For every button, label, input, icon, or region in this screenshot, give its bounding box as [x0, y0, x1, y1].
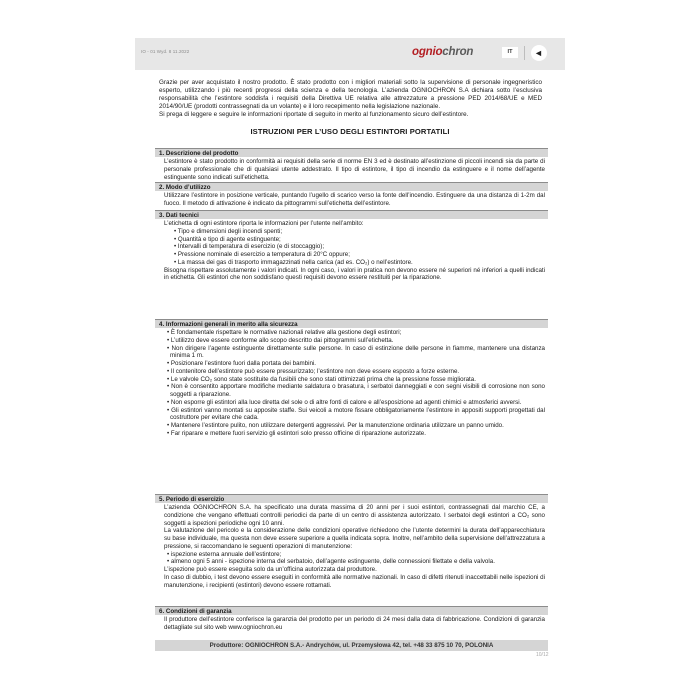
document-title: ISTRUZIONI PER L’USO DEGLI ESTINTORI PORTATILI [250, 127, 450, 136]
list-item: • È fondamentale rispettare le normative nazionali relative alla gestione degli estintori; [167, 329, 402, 336]
intro-text [159, 79, 542, 119]
section-heading: 3. Dati tecnici [155, 210, 548, 219]
section-body [164, 158, 545, 181]
list-item: • Non dirigere l’agente estinguente direttamente sulle persone. In caso di estinzione delle persone in fiamme, mantenere una distanza minima 1 m. [167, 344, 545, 360]
list-item: • Tipo e dimensioni degli incendi spenti; [174, 227, 283, 235]
section-paragraph: Utilizzare l’estintore in posizione verticale, puntando l’ugello di scarico verso la fonte dell’incendio. Estinguere da una distanza di 1-2m dal fuoco. Il metodo di attivazione è indicato da pittogrammi sull’etichetta dell’estintore. [164, 192, 545, 207]
section-heading: 2. Modo d’utilizzo [155, 182, 548, 191]
manufacturer-footer: Produttore: OGNIOCHRON S.A.- Andrychów, ul. Przemysłowa 42, tel. +48 33 875 10 70, POLONIA [155, 640, 548, 651]
page-number: 10/12 [536, 652, 549, 658]
list-item: • Non è consentito apportare modifiche mediante saldatura o brasatura, i serbatoi danneggiati e con segni visibili di corrosione non sono soggetti a riparazione. [167, 383, 545, 398]
list-item: • Quantità e tipo di agente estinguente; [174, 235, 281, 243]
intro-paragraph: Grazie per aver acquistato il nostro prodotto. È stato prodotto con i migliori materiali sotto la supervisione di personale ingegneristico esperto, utilizzando i più recenti progressi della scienza e della tecnologia. L’azienda OGNIOCHRON S.A dichiara sotto l’esclusiva responsabilità che l’estintore soddisfa i requisiti della Direttiva UE relativa alle attrezzature a pressione PED 2014/68/UE e MED 2014/90/UE (prodotti contrassegnati da un volante) e il loro recepimento nella legislazione nazionale. [159, 79, 542, 110]
list-item: • Il contenitore dell’estintore può essere pressurizzato; l’estintore non deve essere esposto a forze esterne. [167, 367, 460, 375]
list-item: • Le valvole CO₂ sono state sostituite da fusibili che sono stati ottimizzati prima che la pressione fosse migliorata. [167, 375, 476, 383]
back-button[interactable] [531, 45, 547, 61]
header-bar [135, 38, 565, 70]
section-body [164, 504, 545, 589]
section-heading: 1. Descrizione del prodotto [155, 148, 548, 157]
list-item: • Mantenere l’estintore pulito, non utilizzare detergenti aggressivi. Per la manutenzione ordinaria utilizzare un panno umido. [167, 422, 504, 429]
section-heading: 6. Condizioni di garanzia [155, 606, 548, 615]
arrow-left-icon: ◄ [534, 48, 543, 58]
list-item: • Posizionare l’estintore fuori dalla portata dei bambini. [167, 360, 317, 367]
list-item: • La massa dei gas di trasporto immagazzinati nella carica (ad es. CO₂) o nell’estintore. [174, 258, 413, 266]
section-paragraph: L’ispezione può essere eseguita solo da un’officina autorizzata dal produttore. [164, 566, 377, 573]
list-item: • almeno ogni 5 anni - ispezione interna del serbatoio, dell’agente estinguente, delle connessioni filettate e della valvola. [167, 558, 495, 566]
manual-page [135, 38, 565, 666]
intro-paragraph: Si prega di leggere e seguire le informazioni riportate di seguito in merito al funzionamento sicuro dell’estintore. [159, 110, 469, 118]
section-body [164, 192, 545, 208]
list-item: • Intervalli di temperatura di esercizio (e di stoccaggio); [174, 243, 325, 251]
list-item: • Gli estintori vanno montati su apposite staffe. Sui veicoli a motore fissare obbligatoriamente l’estintore in appositi supporti progettati dal costruttore per evitare che cada. [167, 406, 545, 422]
section-body [164, 220, 545, 282]
section-paragraph: La valutazione del pericolo e la considerazione delle condizioni operative richiedono che l’utente determini la durata dell’apparecchiatura su base individuale, ma questa non deve essere superiore a quella indicata sopra. Inoltre, nell’ambito della supervisione dell’attrezzatura a pressione, si raccomandano le seguenti operazioni di manutenzione: [164, 527, 545, 550]
section-paragraph: L’etichetta di ogni estintore riporta le informazioni per l’utente nell’ambito: [164, 220, 364, 227]
section-paragraph: Bisogna rispettare assolutamente i valori indicati. In ogni caso, i valori in pratica non devono essere né superiori né inferiori a quelli indicati in etichetta. Gli estintori che non soddisfano questi requisiti devono essere restituiti per la riparazione. [164, 266, 545, 282]
section-paragraph: L’estintore è stato prodotto in conformità ai requisiti della serie di norme EN 3 ed è destinato all’estinzione di piccoli incendi sia da parte di personale professionale che di qualsiasi utente addestrato. Il tipo di estintore, il tipo di incendio da estinguere e il nome dell’agente estinguente sono indicati sull’etichetta. [164, 158, 545, 181]
section-paragraph: L’azienda OGNIOCHRON S.A. ha specificato una durata massima di 20 anni per i suoi estintori, contrassegnati dal marchio CE, a condizione che vengano effettuati controlli periodici da parte di un centro di assistenza autorizzato. I serbatoi degli estintori a CO₂ sono soggetti a ispezioni periodiche ogni 10 anni. [164, 504, 545, 527]
document-code: IO - 01 Wyd. 8 11.2022 [141, 49, 190, 54]
list-item: • ispezione esterna annuale dell’estintore; [167, 550, 282, 558]
section-heading: 5. Periodo di esercizio [155, 494, 548, 503]
section-heading: 4. Informazioni generali in merito alla sicurezza [155, 319, 548, 328]
list-item: • Far riparare e mettere fuori servizio gli estintori solo presso officine di riparazione autorizzate. [167, 429, 426, 437]
section-body [164, 616, 545, 632]
section-body [164, 329, 545, 438]
list-item: • Non esporre gli estintori alla luce diretta del sole o di altre fonti di calore e all’esposizione ad agenti chimici e atmosferici avversi. [167, 398, 522, 406]
header-divider [524, 46, 525, 60]
section-paragraph: In caso di dubbio, i test devono essere eseguiti in conformità alle normative nazionali. In caso di difetti ritenuti inaccettabili nelle ispezioni di manutenzione, i recipienti (estintori) devono essere rottamati. [164, 573, 545, 589]
list-item: • Pressione nominale di esercizio a temperatura di 20°C oppure; [174, 251, 350, 258]
list-item: • L’utilizzo deve essere conforme allo scopo descritto dai pittogrammi sull’etichetta. [167, 336, 394, 344]
section-paragraph: Il produttore dell’estintore conferisce la garanzia del prodotto per un periodo di 24 mesi dalla data di fabbricazione. Condizioni di garanzia dettagliate sul sito web www.ogniochron.eu [164, 616, 545, 631]
brand-logo: ogniochron [412, 46, 474, 58]
language-label[interactable]: IT [502, 47, 518, 58]
